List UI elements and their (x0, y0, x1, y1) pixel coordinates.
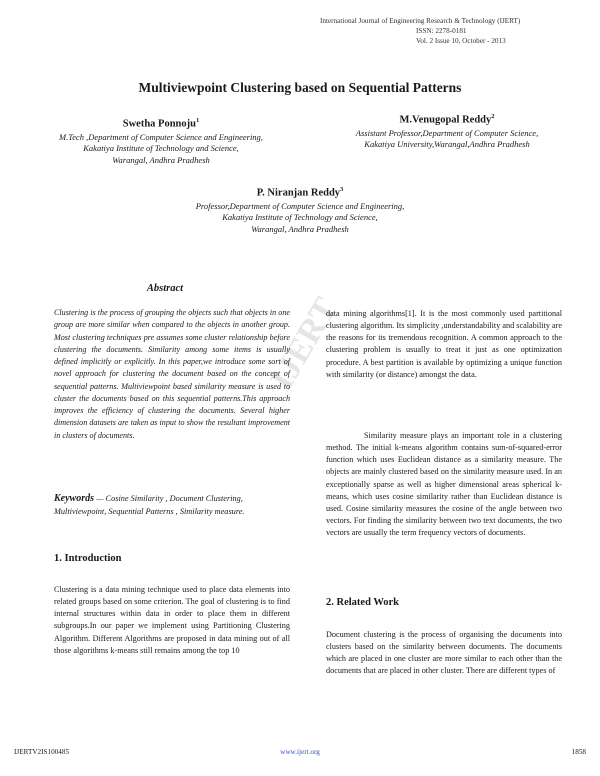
section-heading-related-work: 2. Related Work (326, 597, 400, 608)
body-paragraph-1: data mining algorithms[1]. It is the most commonly used partitional clustering algorithm. Its simplicity ,understandability and scalability are the reasons for its tremendous recognition. A common approach to the clustering problem is usually to treat it just as one optimization procedure. A best partition is available by optimizing a unique function with similarity (or distance) amongst the data. (326, 309, 562, 379)
author-block-2 (314, 110, 580, 151)
author-affiliation-number: 3 (340, 186, 344, 193)
footer-paper-id: IJERTV2IS100485 (14, 748, 70, 756)
author-name: Swetha Ponnoju (122, 118, 196, 130)
author-affiliation-line: M.Tech ,Department of Computer Science and Engineering, (59, 131, 263, 142)
author-affiliation-line: Kakatiya University,Warangal,Andhra Pradhesh (364, 139, 530, 149)
author-affiliation-number: 1 (195, 117, 200, 124)
footer-page-number: 1858 (571, 748, 586, 756)
author-name: M.Venugopal Reddy (399, 114, 492, 126)
introduction-text: Clustering is a data mining technique used to place data elements into related groups based on some criterion. The goal of clustering is to find internal structures within data in order to place them in different subgroups.In our paper we implement using Partitioning Clustering Algorithm. Different Algorithms are proposed in data mining out of all those algorithms k-means still remains among the top 10 (54, 585, 290, 655)
journal-volume: Vol. 2 Issue 10, October - 2013 (416, 37, 506, 45)
journal-name: International Journal of Engineering Research & Technology (IJERT) (320, 17, 521, 25)
section-heading-introduction: 1. Introduction (54, 553, 122, 564)
author-affiliation-line: Warangal, Andhra Pradhesh (112, 154, 210, 165)
author-affiliation-line: Kakatiya Institute of Technology and Science, (222, 212, 378, 222)
keywords-text: — Cosine Similarity , Document Clustering, Multiviewpoint, Sequential Patterns , Similarity measure. (54, 494, 245, 516)
author-affiliation-line: Assistant Professor,Department of Computer Science, (355, 127, 539, 138)
abstract-text: Clustering is the process of grouping the objects such that objects in one group are more similar when compared to the objects in another group. Most clustering techniques pre assumes some cluster relationship before clustering the documents. Similarity among some items is usually defined implicitly or explicitly. In this paper,we introduce some sort of novel approach for clustering the document based on the concept of sequential patterns. Multiviewpoint based similarity measure is used to cluster the documents based on this sequential patterns.This approach improves the efficiency of clustering the documents. Several higher dimension datasets are taken as input to show the resultant improvement in clusters of documents. (54, 308, 290, 440)
journal-header (320, 16, 580, 46)
author-affiliation-number: 2 (491, 113, 495, 120)
watermark: IJERT (263, 291, 345, 396)
keywords (54, 492, 290, 518)
related-work-text: Document clustering is the process of organising the documents into clusters based on the similarity between documents. The documents which are placed in one cluster are more similar to each other than the documents that are placed in other cluster. There are different types of (326, 630, 562, 676)
author-affiliation-line: Warangal, Andhra Pradhesh (251, 223, 349, 234)
author-name: P. Niranjan Reddy (256, 187, 341, 199)
author-affiliation-line: Professor,Department of Computer Science and Engineering, (195, 200, 405, 211)
author-block-1 (28, 114, 294, 166)
journal-issn: ISSN: 2278-0181 (416, 27, 467, 35)
keywords-label: Keywords (54, 493, 94, 504)
paper-title: Multiviewpoint Clustering based on Sequential Patterns (138, 80, 462, 95)
footer-url-link[interactable]: www.ijert.org (280, 748, 320, 756)
body-paragraph-2: Similarity measure plays an important role in a clustering method. The initial k-means algorithm contains sum-of-squared-error function which uses Euclidean distance as a similarity measure. The objects are mainly clustered based on the similarity measure used. In an exceptionally sparse as well as higher dimensional areas spherical k-means, which uses cosine similarity rather than Euclidean distance is used. Cosine similarity measures the cosine of the angle between two vectors. For finding the similarity between two text documents, the two vectors are usually the term frequency vectors of documents. (326, 431, 562, 538)
author-affiliation-line: Kakatiya Institute of Technology and Science, (83, 143, 239, 153)
abstract-heading: Abstract (146, 283, 184, 294)
author-block-3 (150, 183, 450, 235)
